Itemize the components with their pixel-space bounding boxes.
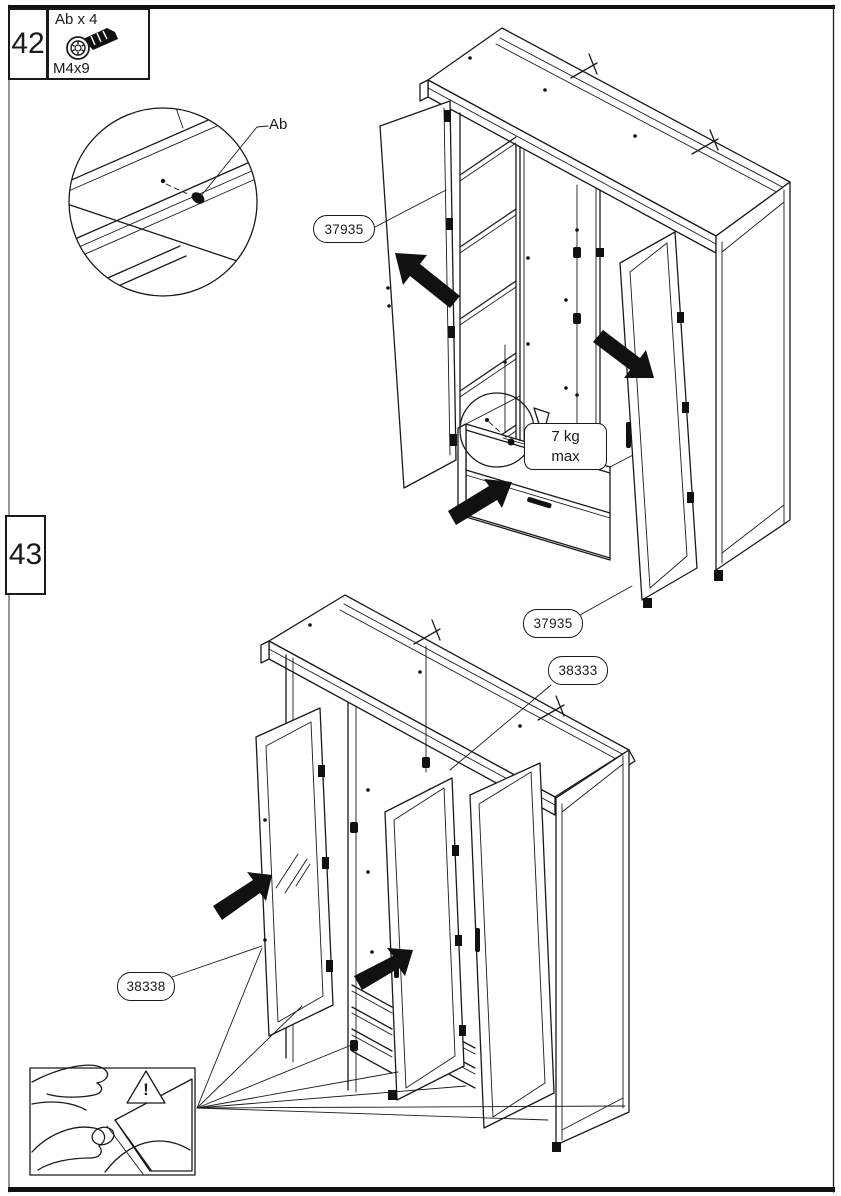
weight-bubble-tail <box>534 408 549 424</box>
screw-ab-label: Ab <box>269 116 288 133</box>
step-43-box <box>5 515 46 595</box>
shelf-pin-holes <box>526 256 568 390</box>
glass-edge-warning-pictogram <box>30 1065 195 1175</box>
magnifier-detail <box>50 93 274 310</box>
hardware-box <box>47 8 150 80</box>
load-limit-qualifier: max <box>551 447 580 465</box>
part-callout-top-left-door: 37935 <box>313 215 375 243</box>
load-limit-value: 7 kg <box>551 427 580 445</box>
part-callout-mirror-door: 38338 <box>117 972 175 1001</box>
top-right-door <box>620 232 697 608</box>
part-callout-top-rail: 38333 <box>548 656 608 685</box>
step-43-label: 43 <box>8 538 43 571</box>
warning-exclamation: ! <box>143 1080 149 1099</box>
top-wardrobe-drawing <box>380 28 790 608</box>
hardware-quantity-label: Ab x 4 <box>55 11 98 28</box>
part-callout-top-right-door: 37935 <box>523 609 583 638</box>
screw-spec-label: M4x9 <box>53 60 90 77</box>
bottom-mirror-door <box>256 708 333 1036</box>
bottom-right-door <box>470 763 554 1128</box>
load-limit-note <box>524 423 607 470</box>
step-42-box <box>8 8 48 80</box>
bottom-middle-door <box>385 778 466 1100</box>
step-42-label: 42 <box>11 27 45 60</box>
